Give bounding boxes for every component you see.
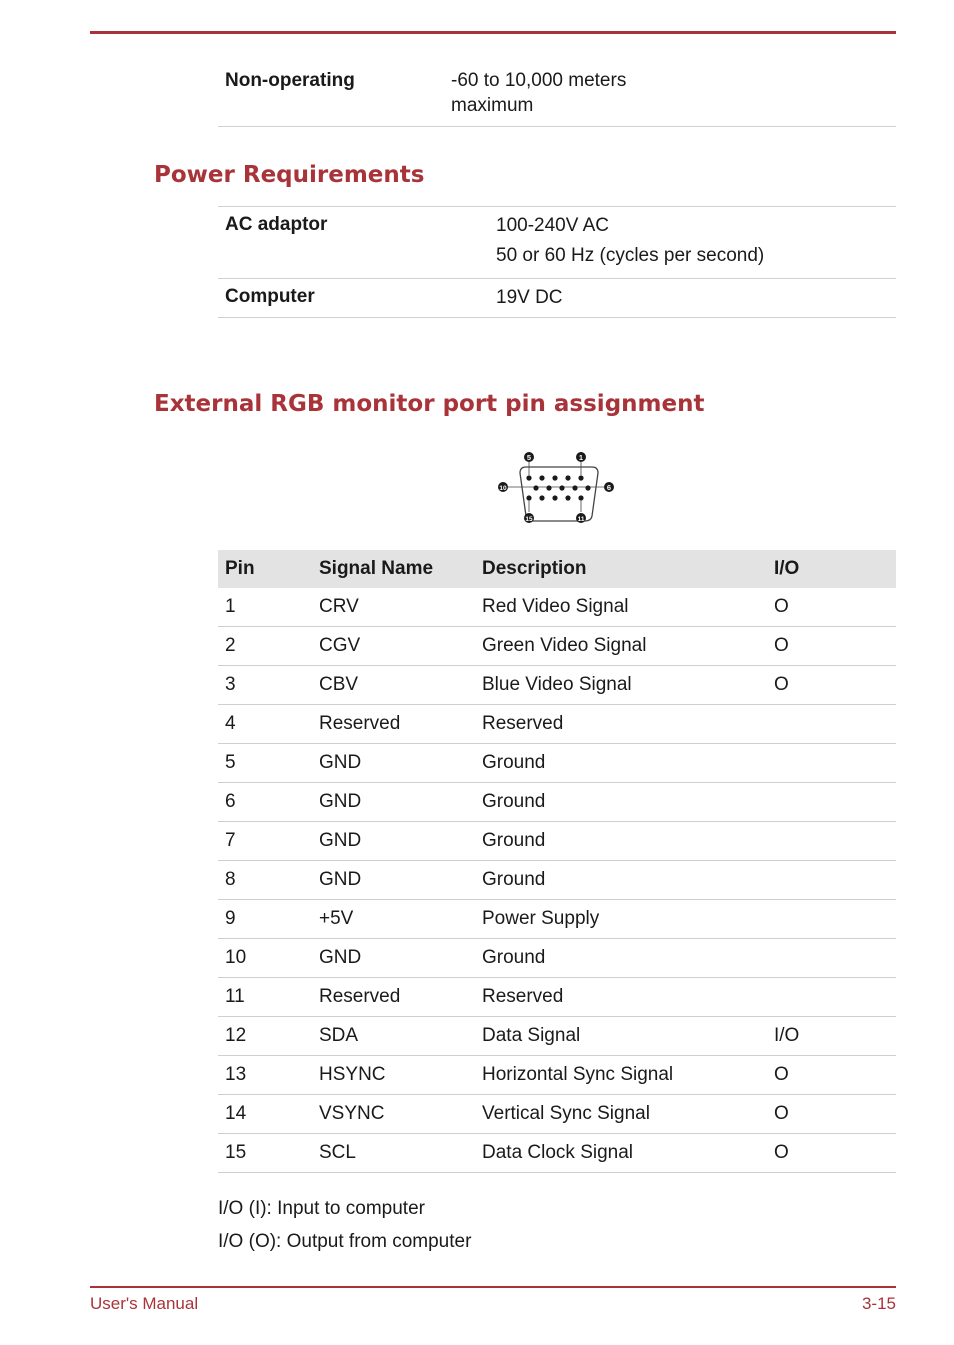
table-row <box>218 1017 896 1056</box>
row-value-line: maximum <box>451 95 534 116</box>
table-row <box>218 783 896 822</box>
pin-dot <box>578 495 583 500</box>
cell-description: Vertical Sync Signal <box>475 1095 767 1134</box>
pin-callout-label: 10 <box>499 484 507 492</box>
table-row <box>218 1056 896 1095</box>
table-row <box>218 68 896 127</box>
cell-io <box>767 900 896 939</box>
header-rule <box>90 31 896 34</box>
pin-dot <box>526 475 531 480</box>
cell-description: Ground <box>475 783 767 822</box>
cell-signal-name: HSYNC <box>312 1056 475 1095</box>
pin-dot <box>526 495 531 500</box>
cell-description: Reserved <box>475 705 767 744</box>
cell-pin: 4 <box>218 705 312 744</box>
ac-adaptor-label: AC adaptor <box>225 214 328 235</box>
row-label: Non-operating <box>225 70 355 91</box>
table-row <box>218 279 896 318</box>
pin-dot <box>546 485 551 490</box>
section-heading-power: Power Requirements <box>154 162 425 188</box>
pin-callout-label: 11 <box>577 515 585 523</box>
cell-pin: 15 <box>218 1134 312 1173</box>
cell-signal-name: CGV <box>312 627 475 666</box>
pin-assignment-table <box>218 550 896 1173</box>
cell-description: Ground <box>475 744 767 783</box>
pin-dot <box>539 495 544 500</box>
cell-signal-name: GND <box>312 783 475 822</box>
computer-label: Computer <box>225 286 315 307</box>
pin-dot <box>559 485 564 490</box>
pin-callout-label: 15 <box>525 515 533 523</box>
column-header-io: I/O <box>767 550 896 588</box>
cell-description: Power Supply <box>475 900 767 939</box>
cell-pin: 13 <box>218 1056 312 1095</box>
pin-dot <box>578 475 583 480</box>
cell-io: O <box>767 1056 896 1095</box>
cell-io: O <box>767 588 896 627</box>
power-table <box>218 206 896 318</box>
table-row <box>218 627 896 666</box>
cell-signal-name: Reserved <box>312 978 475 1017</box>
pin-callout-label: 5 <box>526 452 532 462</box>
cell-description: Green Video Signal <box>475 627 767 666</box>
table-row <box>218 588 896 627</box>
cell-pin: 3 <box>218 666 312 705</box>
pin-dot <box>539 475 544 480</box>
pin-dot <box>585 485 590 490</box>
cell-pin: 5 <box>218 744 312 783</box>
cell-description: Ground <box>475 861 767 900</box>
column-header-description: Description <box>475 550 767 588</box>
cell-description: Reserved <box>475 978 767 1017</box>
section-heading-rgb: External RGB monitor port pin assignment <box>154 391 705 417</box>
cell-io: O <box>767 666 896 705</box>
cell-description: Blue Video Signal <box>475 666 767 705</box>
table-row <box>218 744 896 783</box>
cell-pin: 11 <box>218 978 312 1017</box>
table-row <box>218 900 896 939</box>
cell-io <box>767 822 896 861</box>
cell-description: Red Video Signal <box>475 588 767 627</box>
cell-description: Horizontal Sync Signal <box>475 1056 767 1095</box>
cell-io <box>767 939 896 978</box>
pin-dot <box>533 485 538 490</box>
table-row <box>218 705 896 744</box>
cell-signal-name: SDA <box>312 1017 475 1056</box>
cell-pin: 8 <box>218 861 312 900</box>
computer-value: 19V DC <box>496 287 563 308</box>
cell-io: O <box>767 1134 896 1173</box>
cell-pin: 12 <box>218 1017 312 1056</box>
cell-io: O <box>767 627 896 666</box>
cell-pin: 9 <box>218 900 312 939</box>
ac-adaptor-frequency: 50 or 60 Hz (cycles per second) <box>496 245 765 266</box>
cell-pin: 6 <box>218 783 312 822</box>
cell-description: Ground <box>475 822 767 861</box>
table-row <box>218 861 896 900</box>
pin-dot <box>552 495 557 500</box>
cell-signal-name: GND <box>312 822 475 861</box>
row-value-line: -60 to 10,000 meters <box>451 70 627 91</box>
table-header-row <box>218 550 896 588</box>
cell-signal-name: Reserved <box>312 705 475 744</box>
cell-signal-name: GND <box>312 744 475 783</box>
cell-signal-name: GND <box>312 939 475 978</box>
cell-description: Ground <box>475 939 767 978</box>
cell-pin: 10 <box>218 939 312 978</box>
column-header-pin: Pin <box>218 550 312 588</box>
cell-signal-name: SCL <box>312 1134 475 1173</box>
cell-io <box>767 705 896 744</box>
cell-pin: 1 <box>218 588 312 627</box>
cell-description: Data Clock Signal <box>475 1134 767 1173</box>
cell-signal-name: GND <box>312 861 475 900</box>
io-note-output: I/O (O): Output from computer <box>218 1231 472 1252</box>
io-notes <box>218 1192 471 1258</box>
pin-dot <box>565 495 570 500</box>
pin-callout-label: 6 <box>606 482 612 492</box>
table-row <box>218 939 896 978</box>
cell-io: I/O <box>767 1017 896 1056</box>
pin-dot <box>572 485 577 490</box>
cell-signal-name: CBV <box>312 666 475 705</box>
table-row <box>218 822 896 861</box>
cell-signal-name: VSYNC <box>312 1095 475 1134</box>
ac-adaptor-value: 100-240V AC <box>496 215 610 236</box>
cell-io <box>767 744 896 783</box>
cell-io: O <box>767 1095 896 1134</box>
cell-io <box>767 978 896 1017</box>
footer-page-number: 3-15 <box>861 1294 896 1313</box>
table-row <box>218 1134 896 1173</box>
environment-table <box>218 68 896 127</box>
pin-dot <box>565 475 570 480</box>
footer-rule <box>90 1286 896 1288</box>
footer-manual-title: User's Manual <box>90 1294 199 1313</box>
pin-callout-label: 1 <box>578 452 584 462</box>
table-row <box>218 1095 896 1134</box>
vga-connector-diagram <box>494 448 618 528</box>
io-note-input: I/O (I): Input to computer <box>218 1198 425 1219</box>
cell-description: Data Signal <box>475 1017 767 1056</box>
cell-signal-name: +5V <box>312 900 475 939</box>
cell-signal-name: CRV <box>312 588 475 627</box>
connector-shell <box>520 467 598 521</box>
cell-pin: 7 <box>218 822 312 861</box>
cell-pin: 2 <box>218 627 312 666</box>
table-row <box>218 207 896 279</box>
cell-pin: 14 <box>218 1095 312 1134</box>
pin-dot <box>552 475 557 480</box>
cell-io <box>767 861 896 900</box>
column-header-signal-name: Signal Name <box>312 550 475 588</box>
row-value <box>451 68 711 118</box>
table-row <box>218 666 896 705</box>
table-row <box>218 978 896 1017</box>
cell-io <box>767 783 896 822</box>
